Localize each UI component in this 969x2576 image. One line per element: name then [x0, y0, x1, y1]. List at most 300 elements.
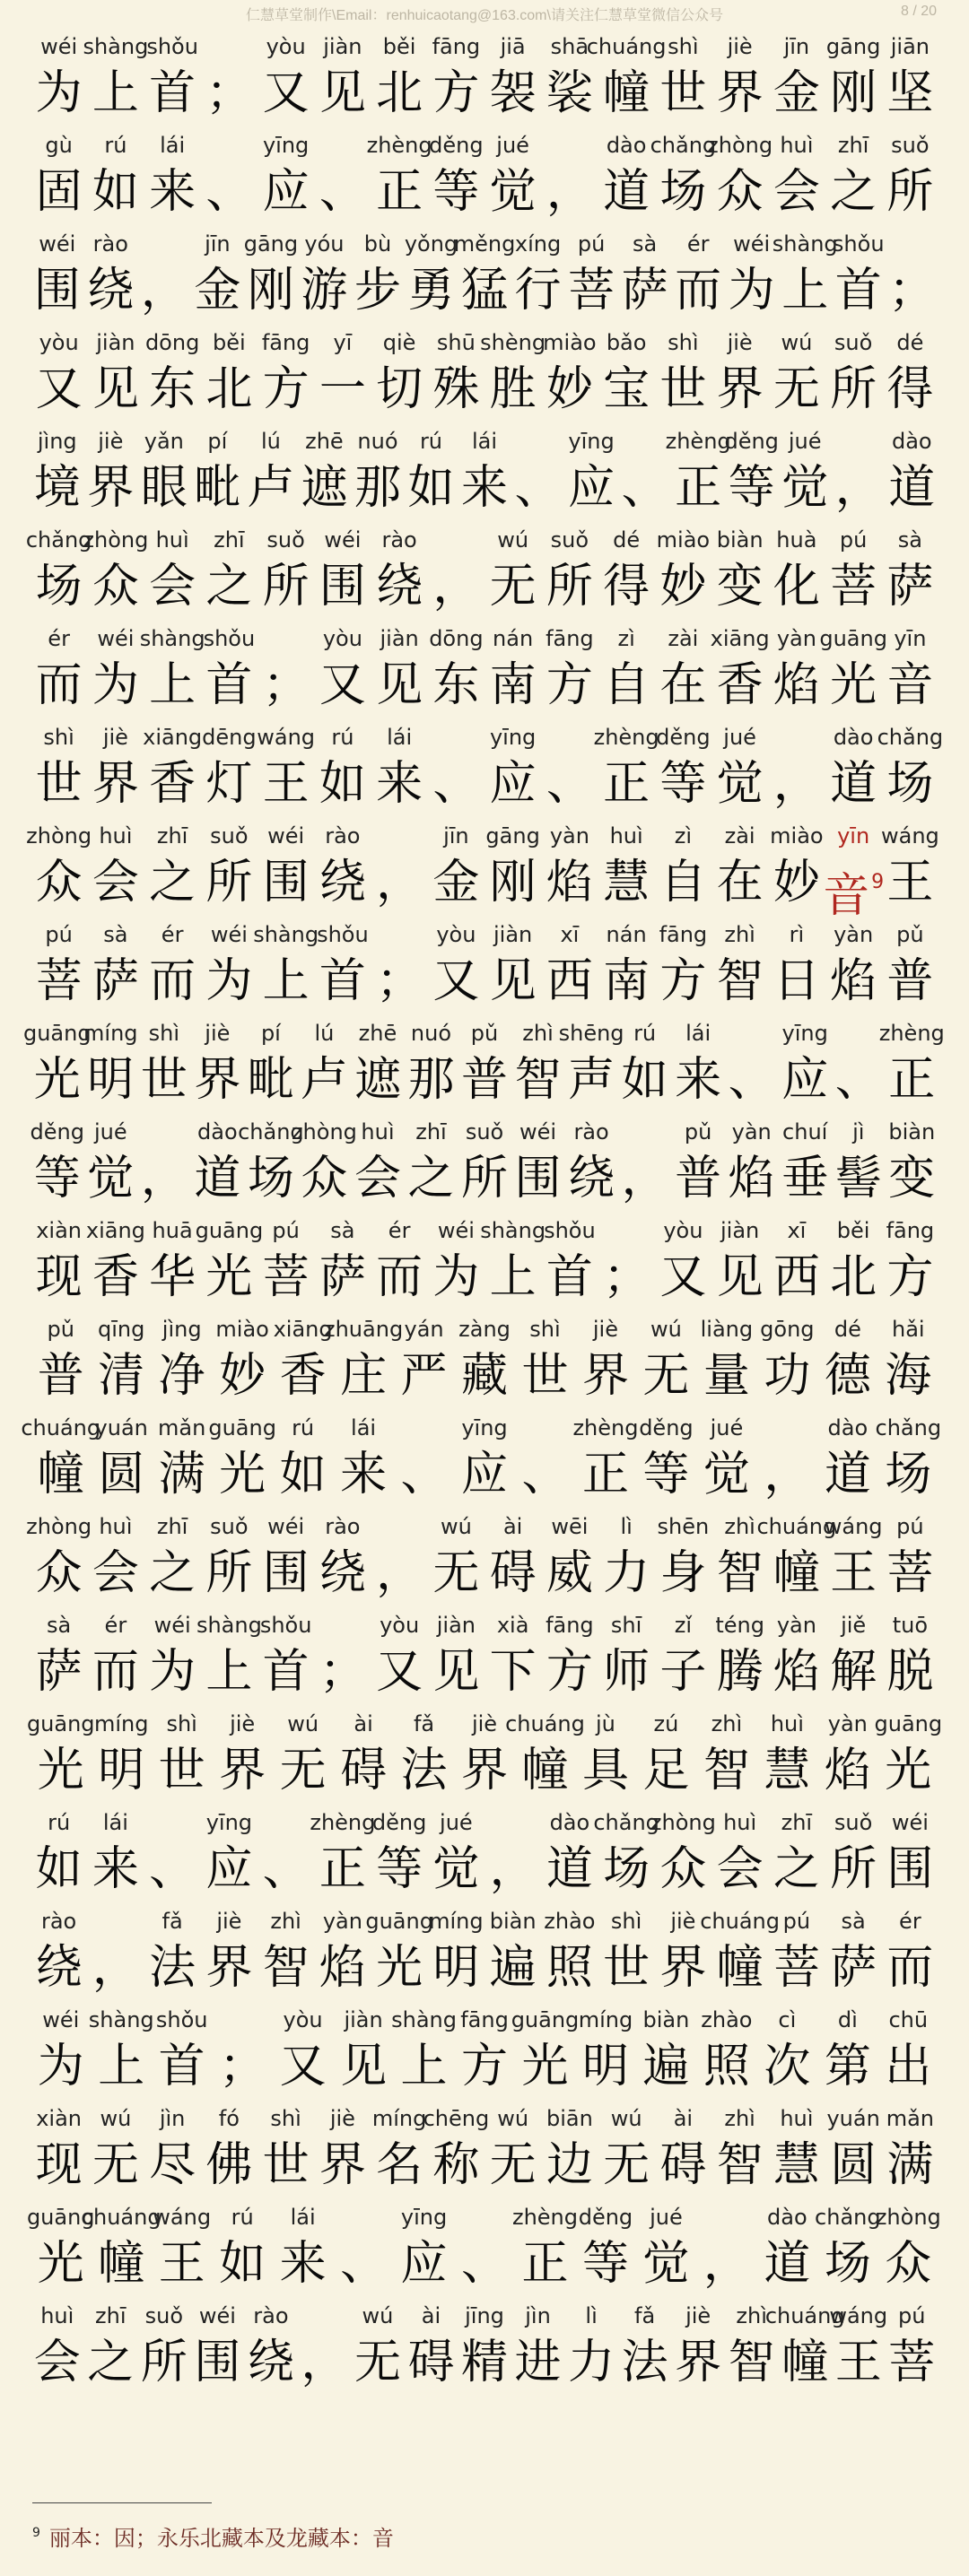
- hanzi-text: 萨: [35, 1645, 83, 1699]
- character-unit: [31, 1114, 84, 1207]
- pinyin: shǒu: [832, 231, 885, 257]
- pinyin: jiè: [216, 1909, 242, 1934]
- character-unit: [428, 917, 484, 1010]
- hanzi: [717, 2137, 764, 2194]
- hanzi: [376, 854, 423, 911]
- character-unit: [91, 1311, 151, 1405]
- hanzi: [92, 2137, 139, 2194]
- character-unit: [314, 29, 371, 122]
- pinyin: lái: [387, 725, 413, 750]
- hanzi-text: 正: [521, 2237, 569, 2291]
- hanzi-text: 会: [354, 1152, 401, 1205]
- hanzi: [568, 1150, 615, 1207]
- hanzi: [36, 163, 83, 221]
- pinyin: chuí: [782, 1119, 828, 1144]
- character-unit: [31, 1213, 87, 1306]
- pinyin: miào: [543, 330, 597, 355]
- pinyin: jiàn: [323, 34, 362, 59]
- hanzi-text: 菩: [773, 1941, 820, 1995]
- character-unit: [480, 1213, 546, 1306]
- hanzi: [319, 558, 366, 615]
- character-unit: [711, 917, 768, 1010]
- hanzi-text: 名: [376, 2138, 423, 2192]
- hanzi-text: 慧: [764, 1744, 811, 1797]
- character-unit: [258, 325, 314, 418]
- pinyin: sà: [897, 527, 922, 553]
- character-unit: [394, 1410, 454, 1503]
- character-unit: [541, 917, 598, 1010]
- hanzi-text: 场: [659, 165, 707, 219]
- hanzi-text: 、: [319, 165, 366, 219]
- hanzi: [888, 1051, 935, 1109]
- hanzi: [301, 262, 347, 319]
- pinyin: zhuāng: [324, 1317, 404, 1342]
- hanzi: [830, 163, 877, 221]
- character-unit: [757, 1311, 817, 1405]
- character-unit: [778, 1114, 832, 1207]
- hanzi: [729, 459, 775, 517]
- character-unit: [87, 917, 144, 1010]
- character-unit: [511, 2199, 578, 2293]
- hanzi-text: 量: [703, 1349, 750, 1403]
- hanzi-text: 焰: [728, 1152, 775, 1205]
- hanzi-text: 力: [603, 1546, 650, 1600]
- hanzi: [280, 1742, 327, 1799]
- hanzi: [376, 2137, 423, 2194]
- hanzi-text: 来: [461, 461, 509, 515]
- pinyin: wáng: [153, 2205, 212, 2230]
- hanzi-text: 方: [262, 362, 310, 416]
- hanzi-text: 萨: [621, 264, 668, 318]
- character-unit: [201, 1903, 258, 1997]
- hanzi: [340, 1446, 387, 1503]
- character-unit: [87, 127, 144, 221]
- hanzi: [885, 1742, 931, 1799]
- pinyin: zhèng: [572, 1415, 639, 1440]
- hanzi-text: ；: [319, 1645, 366, 1699]
- character-unit: [423, 2101, 490, 2194]
- pinyin: biàn: [642, 2007, 690, 2032]
- character-unit: [196, 1607, 262, 1701]
- hanzi: [830, 1643, 877, 1701]
- character-unit: [137, 1015, 191, 1109]
- character-unit: [394, 1311, 454, 1405]
- pinyin: wéi: [519, 1119, 557, 1144]
- character-unit: [875, 1410, 942, 1503]
- hanzi-text: ，: [489, 1842, 537, 1896]
- hanzi: [319, 1939, 366, 1997]
- hanzi: [319, 657, 366, 714]
- character-unit: [825, 1213, 882, 1306]
- hanzi-text: 音: [886, 658, 934, 712]
- hanzi: [773, 1939, 820, 1997]
- pinyin: děng: [578, 2205, 633, 2230]
- character-unit: [244, 423, 298, 517]
- character-unit: [31, 719, 87, 813]
- hanzi-text: ，: [432, 560, 480, 614]
- hanzi: [703, 2038, 750, 2095]
- character-unit: [564, 1114, 618, 1207]
- hanzi: [98, 1347, 144, 1405]
- hanzi-text: 来: [92, 1842, 139, 1896]
- hanzi-text: 会: [92, 1546, 139, 1600]
- character-unit: [598, 2101, 655, 2194]
- pinyin: shàng: [253, 922, 319, 947]
- pinyin: děng: [724, 429, 779, 454]
- hanzi: [87, 2334, 134, 2391]
- hanzi-text: 界: [716, 362, 764, 416]
- hanzi: [92, 657, 139, 714]
- pinyin: mǎn: [886, 2106, 935, 2131]
- character-unit: [882, 1509, 938, 1602]
- hanzi-text: 会: [92, 856, 139, 909]
- character-unit: [144, 1805, 201, 1898]
- hanzi-text: ，: [376, 1546, 423, 1600]
- pinyin: miào: [770, 823, 824, 849]
- character-unit: [707, 127, 773, 221]
- pinyin: zhèng: [366, 133, 432, 158]
- character-unit: [882, 917, 938, 1010]
- hanzi-text: 碍: [489, 1546, 537, 1600]
- character-unit: [768, 1805, 825, 1898]
- hanzi: [830, 1841, 877, 1898]
- character-unit: [144, 522, 201, 615]
- hanzi: [149, 163, 196, 221]
- character-unit: [725, 226, 779, 319]
- hanzi-text: 毗: [247, 1053, 294, 1107]
- pinyin: jīng: [465, 2303, 504, 2328]
- character-unit: [144, 917, 201, 1010]
- character-unit: [91, 1410, 151, 1503]
- hanzi: [781, 1051, 828, 1109]
- hanzi: [376, 1939, 423, 1997]
- hanzi: [354, 1150, 401, 1207]
- hanzi: [546, 854, 593, 911]
- hanzi-text: 众: [92, 560, 139, 614]
- hanzi-text: 方: [886, 1250, 934, 1304]
- hanzi: [773, 2137, 820, 2194]
- character-unit: [291, 1114, 357, 1207]
- pinyin: jiàn: [344, 2007, 383, 2032]
- character-unit: [882, 621, 938, 714]
- hanzi-text: 无: [354, 2336, 401, 2389]
- page-header: [0, 0, 969, 27]
- hanzi-text: 世: [140, 1053, 188, 1107]
- character-unit: [878, 1015, 945, 1109]
- hanzi: [376, 657, 423, 714]
- hanzi-text: 围: [514, 1152, 562, 1205]
- hanzi-text: 清: [98, 1349, 145, 1403]
- hanzi: [603, 65, 650, 122]
- character-unit: [137, 1114, 191, 1207]
- hanzi-text: 威: [546, 1546, 593, 1600]
- hanzi-text: 世: [262, 2138, 310, 2192]
- character-unit: [825, 917, 882, 1010]
- pinyin: wú: [650, 1317, 682, 1342]
- text-line: [26, 1509, 938, 1607]
- character-unit: [541, 127, 598, 221]
- character-unit: [511, 423, 565, 517]
- hanzi-text: 垂: [781, 1152, 829, 1205]
- hanzi-text: 、: [728, 1053, 775, 1107]
- character-unit: [83, 522, 149, 615]
- hanzi-text: 围: [262, 856, 310, 909]
- pinyin: zhē: [305, 429, 344, 454]
- character-unit: [575, 2199, 635, 2293]
- character-unit: [593, 719, 659, 813]
- character-unit: [886, 423, 939, 517]
- pinyin: suǒ: [834, 1810, 873, 1835]
- character-unit: [598, 1213, 655, 1306]
- character-unit: [768, 1607, 825, 1701]
- hanzi-text: 固: [35, 165, 83, 219]
- hanzi: [432, 1545, 479, 1602]
- character-unit: [618, 1114, 672, 1207]
- hanzi-text: 见: [376, 658, 423, 712]
- hanzi-text: 幢: [603, 66, 650, 120]
- hanzi-text: 道: [764, 2237, 811, 2291]
- pinyin: qiè: [382, 330, 416, 355]
- character-unit: [825, 1903, 882, 1997]
- hanzi-text: 围: [194, 2336, 241, 2389]
- hanzi: [546, 1841, 593, 1898]
- hanzi: [717, 1939, 764, 1997]
- hanzi-text: 等: [376, 1842, 423, 1896]
- hanzi: [835, 2334, 882, 2391]
- character-unit: [333, 1410, 393, 1503]
- text-line: [31, 2298, 938, 2397]
- hanzi: [717, 65, 764, 122]
- hanzi-text: ，: [140, 1152, 188, 1205]
- pinyin: suǒ: [266, 527, 305, 553]
- character-unit: [139, 621, 205, 714]
- character-unit: [31, 621, 87, 714]
- hanzi-text: 王: [886, 856, 934, 909]
- pinyin: jù: [596, 1711, 615, 1736]
- pinyin: yuán: [94, 1415, 148, 1440]
- hanzi-text: 场: [35, 560, 83, 614]
- hanzi: [885, 2235, 931, 2293]
- pinyin: yīng: [461, 1415, 508, 1440]
- character-unit: [541, 1509, 598, 1602]
- hanzi: [717, 1249, 764, 1306]
- hanzi: [835, 459, 882, 517]
- hanzi: [490, 854, 537, 911]
- character-unit: [650, 1805, 716, 1898]
- pinyin: zhèng: [878, 1021, 945, 1046]
- character-unit: [825, 522, 882, 615]
- hanzi-text: 、: [834, 1053, 882, 1107]
- text-line: [21, 1410, 942, 1509]
- hanzi: [825, 2235, 871, 2293]
- hanzi: [773, 1249, 820, 1306]
- character-unit: [484, 719, 541, 813]
- pinyin: zì: [617, 626, 635, 651]
- character-unit: [671, 2298, 725, 2391]
- pinyin: sà: [330, 1218, 355, 1243]
- hanzi-text: 首: [262, 1645, 310, 1699]
- pinyin: yǒng: [404, 231, 458, 257]
- hanzi-text: 满: [158, 1448, 205, 1501]
- character-unit: [711, 1607, 768, 1701]
- hanzi-text: 力: [568, 2336, 615, 2389]
- hanzi-text: 场: [603, 1842, 650, 1896]
- pinyin: dào: [827, 1415, 869, 1440]
- hanzi-text: 围: [886, 1842, 934, 1896]
- hanzi: [886, 657, 933, 714]
- character-unit: [575, 1706, 635, 1799]
- character-unit: [541, 621, 598, 714]
- character-unit: [484, 1607, 541, 1701]
- hanzi-text: 自: [603, 658, 650, 712]
- pinyin: rú: [48, 1810, 71, 1835]
- hanzi-text: 无: [642, 1349, 690, 1403]
- character-unit: [31, 127, 87, 221]
- hanzi: [773, 953, 820, 1010]
- hanzi-text: 方: [546, 658, 593, 712]
- hanzi-text: 众: [35, 856, 83, 909]
- pinyin: rú: [231, 2205, 254, 2230]
- character-unit: [825, 719, 882, 813]
- hanzi-text: 明: [432, 1941, 480, 1995]
- pinyin: chuáng: [764, 2303, 845, 2328]
- hanzi: [642, 2235, 689, 2293]
- hanzi-text: 遮: [301, 461, 348, 515]
- hanzi-text: 场: [886, 757, 934, 811]
- hanzi-text: 会: [773, 165, 820, 219]
- pinyin: guāng: [365, 1909, 433, 1934]
- character-unit: [31, 1805, 87, 1898]
- pinyin: dào: [549, 1810, 590, 1835]
- hanzi: [568, 262, 615, 319]
- pinyin: jué: [440, 1810, 473, 1835]
- pinyin: biàn: [888, 1119, 936, 1144]
- hanzi-text: 、: [262, 1842, 310, 1896]
- hanzi: [407, 2334, 454, 2391]
- hanzi-text: 围: [319, 560, 366, 614]
- hanzi-text: 又: [319, 658, 366, 712]
- character-unit: [371, 2101, 428, 2194]
- character-unit: [772, 226, 838, 319]
- character-unit: [832, 226, 886, 319]
- pinyin: yóu: [304, 231, 345, 257]
- character-unit: [144, 29, 201, 122]
- pinyin: huà: [776, 527, 817, 553]
- pinyin: chǎng: [238, 1119, 304, 1144]
- hanzi-text: 遍: [642, 2040, 690, 2093]
- pinyin: chǎng: [593, 1810, 659, 1835]
- hanzi-text: 、: [149, 1842, 196, 1896]
- pinyin: rào: [573, 1119, 609, 1144]
- character-unit: [201, 522, 258, 615]
- hanzi: [582, 2038, 629, 2095]
- pinyin: huì: [770, 1711, 804, 1736]
- character-unit: [636, 1410, 696, 1503]
- character-unit: [191, 1015, 245, 1109]
- pinyin: zhì: [724, 922, 755, 947]
- pinyin: dé: [896, 330, 924, 355]
- hanzi-text: 场: [247, 1152, 294, 1205]
- pinyin: mǎn: [158, 1415, 206, 1440]
- hanzi: [194, 2334, 240, 2391]
- hanzi: [461, 1347, 508, 1405]
- pinyin: yī: [333, 330, 353, 355]
- hanzi: [319, 1643, 366, 1701]
- pinyin: yàn: [827, 1711, 868, 1736]
- pinyin: jiā: [500, 34, 526, 59]
- hanzi-text: 、: [546, 757, 593, 811]
- character-unit: [515, 1410, 575, 1503]
- hanzi-text: 上: [781, 264, 829, 318]
- hanzi-text: 世: [603, 1941, 650, 1995]
- pinyin: huì: [40, 2303, 74, 2328]
- pinyin: zhòng: [707, 133, 773, 158]
- hanzi: [280, 1347, 327, 1405]
- hanzi-text: 方: [461, 2040, 509, 2093]
- hanzi: [546, 2137, 593, 2194]
- pinyin: fǎ: [413, 1711, 435, 1736]
- hanzi-text: 德: [824, 1349, 871, 1403]
- hanzi: [622, 262, 668, 319]
- hanzi: [781, 459, 828, 517]
- hanzi-text: 所: [546, 560, 593, 614]
- hanzi: [301, 1051, 347, 1109]
- hanzi: [659, 361, 706, 418]
- character-unit: [31, 1607, 87, 1701]
- pinyin: shēng: [558, 1021, 624, 1046]
- character-unit: [258, 127, 314, 221]
- pinyin: zú: [653, 1711, 679, 1736]
- character-unit: [31, 1311, 91, 1405]
- pinyin: dào: [767, 2205, 808, 2230]
- pinyin: suǒ: [550, 527, 589, 553]
- hanzi: [603, 361, 650, 418]
- hanzi: [830, 558, 877, 615]
- hanzi: [248, 2334, 294, 2391]
- hanzi: [354, 2334, 401, 2391]
- hanzi: [92, 1643, 139, 1701]
- hanzi-text: 无: [603, 2138, 650, 2192]
- text-line: [31, 1805, 938, 1903]
- character-unit: [655, 29, 711, 122]
- character-unit: [258, 2101, 314, 2194]
- hanzi-text: 尽: [149, 2138, 196, 2192]
- hanzi: [159, 2235, 205, 2293]
- hanzi-text: 界: [659, 1941, 707, 1995]
- hanzi: [659, 558, 706, 615]
- hanzi: [98, 1446, 144, 1503]
- hanzi: [407, 1051, 454, 1109]
- character-unit: [258, 818, 314, 911]
- pinyin: yàn: [731, 1119, 772, 1144]
- hanzi-text: 之: [773, 1842, 820, 1896]
- pinyin: wú: [100, 2106, 132, 2131]
- hanzi: [194, 1150, 240, 1207]
- hanzi: [603, 854, 650, 911]
- pinyin: pǔ: [47, 1317, 74, 1342]
- character-unit: [655, 719, 711, 813]
- hanzi: [568, 1051, 615, 1109]
- pinyin: wéi: [891, 1810, 929, 1835]
- pinyin: wú: [497, 2106, 529, 2131]
- pinyin: gōng: [760, 1317, 815, 1342]
- character-unit: [152, 2199, 212, 2293]
- pinyin: yǎn: [144, 429, 184, 454]
- hanzi-text: 王: [830, 1546, 877, 1600]
- hanzi-text: 、: [432, 757, 480, 811]
- text-line: [31, 29, 938, 127]
- pinyin: ér: [899, 1909, 921, 1934]
